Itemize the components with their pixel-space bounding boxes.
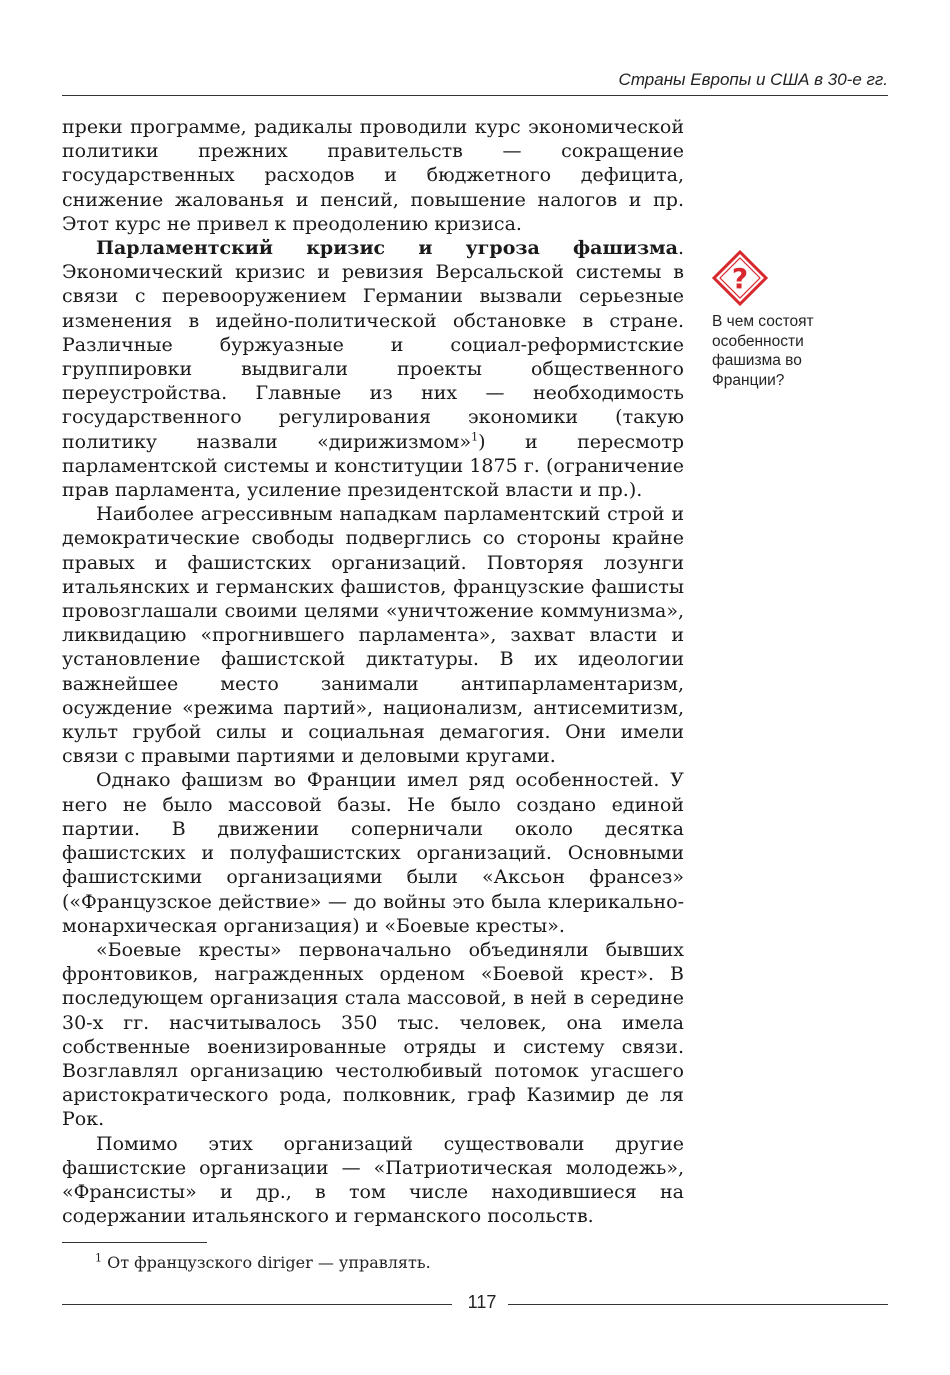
- section-heading: Парламентский кризис и угроза фашизма: [96, 237, 678, 260]
- footnote-number: 1: [95, 1251, 102, 1265]
- sidebar-question-text: В чем состоят особенности фашизма во Франции?: [712, 313, 814, 389]
- paragraph-croix-de-feu: «Боевые кресты» первоначально объединяли бывших фронтовиков, награжденных орденом «Боевой крест». В последующем организация стала массовой, в ней в середине 30-х гг. насчитывалось 350 тыс. человек, она имела собственные военизированные отряды и систему связи. Возглавлял организацию честолюбивый потомок угасшего аристократического рода, полковник, граф Казимир де ля Рок.: [62, 938, 684, 1131]
- footnote-divider: [62, 1242, 207, 1243]
- paragraph-fascist-attacks: Наиболее агрессивным нападкам парламентский строй и демократические свободы подверглись со стороны крайне правых и фашистских организаций. Повторяя лозунги итальянских и германских фашистов, французские фашисты провозглашали своими целями «уничтожение коммунизма», ликвидацию «прогнившего парламента», захват власти и установление фашистской диктатуры. В их идеологии важнейшее место занимали антипарламентаризм, осуждение «режима партий», национализм, антисемитизм, культ грубой силы и социальная демагогия. Они имели связи с правыми партиями и деловыми кругами.: [62, 503, 684, 768]
- sidebar-question-box: [712, 250, 862, 390]
- paragraph-fascism-features: Однако фашизм во Франции имел ряд особенностей. У него не было массовой базы. Не было создано единой партии. В движении соперничали около десятка фашистских и полуфашистских организаций. Основными фашистскими организациями были «Аксьон франсез» («Французское действие» — до войны это была клерикально-монархическая организация) и «Боевые кресты».: [62, 769, 684, 937]
- paragraph-continuation: преки программе, радикалы проводили курс экономической политики прежних правительств — сокращение государственных расходов и бюджетного дефицита, снижение жалованья и пенсий, повышение налогов и пр. Этот курс не привел к преодолению кризиса.: [62, 116, 684, 235]
- paragraph-text-cont: ) и пересмотр парламентской системы и конституции 1875 г. (ограничение прав парламента, усиление президентской власти и пр.).: [62, 430, 684, 502]
- paragraph-other-organizations: Помимо этих организаций существовали другие фашистские организации — «Патриотическая молодежь», «Франсисты» и др., в том числе находившиеся на содержании итальянского и германского посольств.: [62, 1132, 684, 1228]
- footer-line-left: [62, 1304, 452, 1305]
- footnote-text: От французского diriger — управлять.: [107, 1253, 431, 1272]
- footnote: [95, 1253, 431, 1272]
- footer-line-right: [508, 1304, 888, 1305]
- page-footer: [62, 1292, 888, 1318]
- header-divider: [62, 95, 888, 96]
- question-mark-glyph: ?: [731, 262, 749, 295]
- running-header-title: Страны Европы и США в 30-е гг.: [618, 70, 888, 89]
- paragraph-text: . Экономический кризис и ревизия Версальской системы в связи с перевооружением Германии вызвали серьезные изменения в идейно-политической обстановке в стране. Различные буржуазные и социал-реформистские группировки выдвигали проекты общественного переустройства. Главные из них — необходимость государственного регулирования экономики (такую политику назвали «дирижизмом»: [62, 237, 684, 453]
- footnote-marker: 1: [471, 430, 479, 444]
- paragraph-parliamentary-crisis: [62, 236, 684, 502]
- main-text-column: [62, 115, 684, 1228]
- page-number: 117: [467, 1292, 497, 1312]
- question-diamond-icon: [712, 250, 768, 306]
